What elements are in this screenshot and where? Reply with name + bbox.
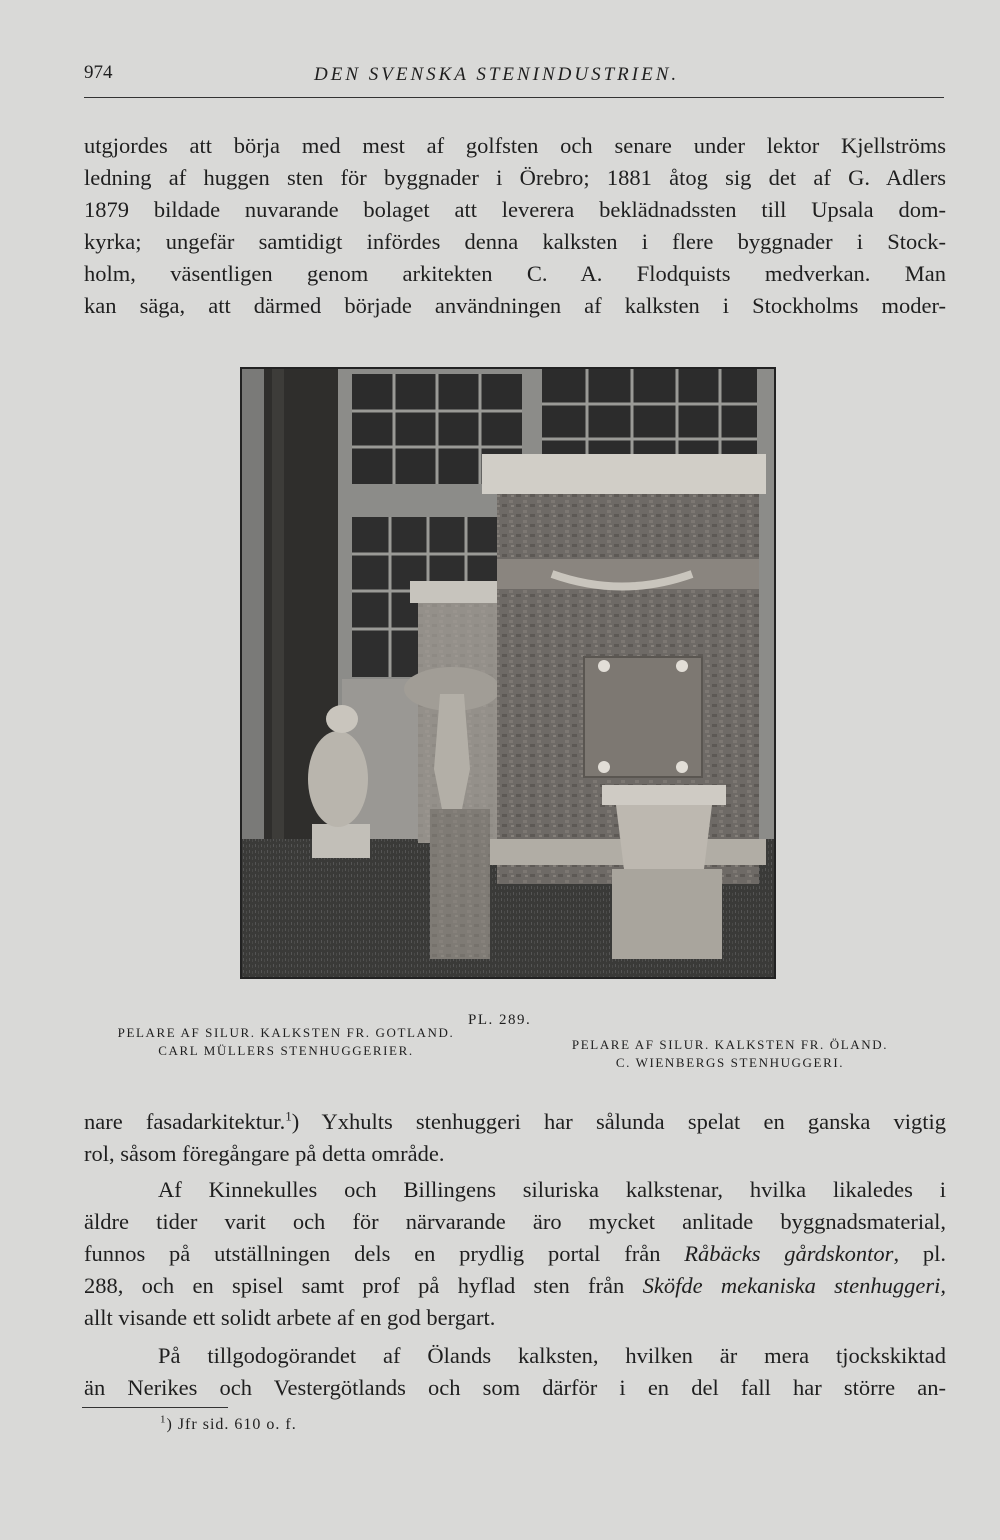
footnote-rule [82,1407,228,1408]
body-paragraph-2 [84,1174,946,1334]
caption-line: PELARE AF SILUR. KALKSTEN FR. GOTLAND. [117,1025,455,1040]
text-line: 1879 bildade nuvarande bolaget att leverera beklädnadssten till Upsala dom- [84,197,946,222]
running-title: DEN SVENSKA STENINDUSTRIEN. [314,64,680,85]
text-line [84,1270,946,1302]
footnote-ref: 1 [285,1108,292,1124]
footnote-marker: 1 [160,1413,167,1426]
text-line: kyrka; ungefär samtidigt infördes denna kalksten i flere byggnader i Stock- [84,229,946,254]
text-line: Af Kinnekulles och Billingens siluriska kalkstenar, hvilka likaledes i [158,1177,946,1202]
text-line: holm, väsentligen genom arkitekten C. A. Flodquists medverkan. Man [84,261,946,286]
text-segment: funnos på utställningen dels en prydlig portal från [84,1241,685,1266]
plate-photograph [240,367,776,979]
text-line: ledning af huggen sten för byggnader i Örebro; 1881 åtog sig det af G. Adlers [84,165,946,190]
body-paragraph-1 [84,1106,946,1170]
italic-segment: Råbäcks gårdskontor [684,1241,894,1266]
page-number: 974 [84,62,113,83]
italic-segment: Sköfde mekaniska stenhuggeri, [642,1273,946,1298]
header-rule [84,97,944,98]
text-line: kan säga, att därmed började användningen af kalksten i Stockholms moder- [84,293,946,318]
text-line [84,1238,946,1270]
caption-line: PELARE AF SILUR. KALKSTEN FR. ÖLAND. [571,1037,889,1052]
text-line: än Nerikes och Vestergötlands och som därför i en del fall har större an- [84,1375,946,1400]
text-segment: ) Yxhults stenhuggeri har sålunda spelat en ganska vigtig [291,1109,946,1134]
photograph-pillars [242,369,774,977]
caption-line: C. WIENBERGS STENHUGGERI. [615,1055,845,1070]
text-line: rol, såsom föregångare på detta område. [84,1141,445,1166]
corinthian-capital [602,785,726,959]
text-segment: , pl. [893,1241,946,1266]
footnote-text: ) Jfr sid. 610 o. f. [166,1416,297,1433]
caption-left [86,1024,486,1060]
plate-number: PL. 289. [468,1012,532,1028]
body-paragraph-3 [84,1340,946,1404]
footnote [160,1413,297,1434]
text-line [84,1106,946,1138]
text-segment: 288, och en spisel samt prof på hyflad sten från [84,1273,643,1298]
text-line: På tillgodogörandet af Ölands kalksten, hvilken är mera tjockskiktad [158,1343,946,1368]
text-line: allt visande ett solidt arbete af en god bergart. [84,1305,496,1330]
top-paragraph [84,130,946,322]
text-line: utgjordes att börja med mest af golfsten och senare under lektor Kjellströms [84,133,946,158]
caption-line: CARL MÜLLERS STENHUGGERIER. [158,1043,414,1058]
text-segment: nare fasadarkitektur. [84,1109,286,1134]
text-line: äldre tider varit och för närvarande äro mycket anlitade byggnadsmaterial, [84,1209,946,1234]
caption-right [540,1036,920,1072]
